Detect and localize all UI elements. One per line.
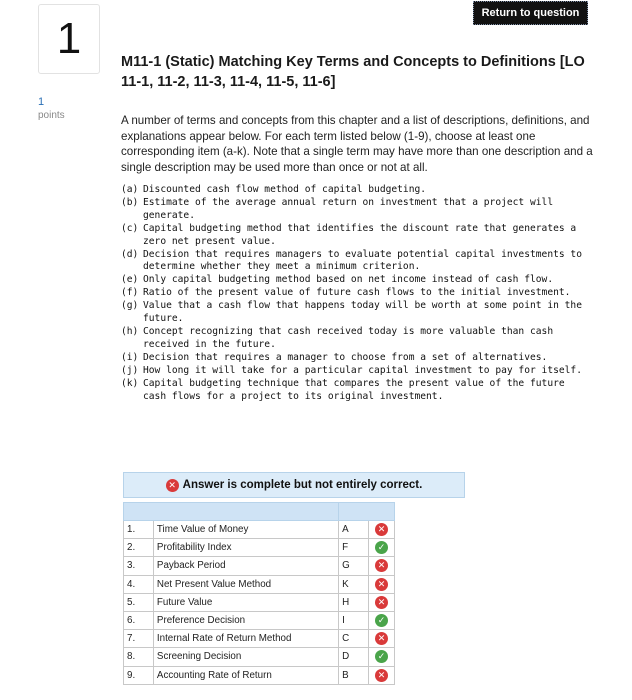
row-number: 9. — [124, 666, 154, 684]
answer-input[interactable]: H — [339, 593, 369, 611]
description-key: (h) — [121, 325, 139, 337]
term-cell: Future Value — [153, 593, 338, 611]
table-row — [124, 630, 395, 648]
x-circle-icon: ✕ — [375, 669, 388, 682]
term-cell: Preference Decision — [153, 611, 338, 629]
question-number: 1 — [56, 14, 82, 63]
answer-input[interactable]: B — [339, 666, 369, 684]
row-number: 7. — [124, 630, 154, 648]
points-label: points — [38, 110, 65, 121]
description-item — [121, 274, 591, 287]
description-key: (k) — [121, 377, 139, 389]
description-key: (i) — [121, 351, 139, 363]
description-key: (e) — [121, 274, 139, 286]
description-text: Ratio of the present value of future cash flows to the initial investment. — [143, 287, 571, 299]
description-key: (c) — [121, 222, 139, 234]
description-key: (f) — [121, 287, 139, 299]
x-circle-icon: ✕ — [375, 632, 388, 645]
table-header-terms — [124, 503, 339, 521]
description-item — [121, 184, 591, 197]
points-indicator — [38, 96, 98, 121]
description-item — [121, 378, 591, 404]
table-header-row — [124, 503, 395, 521]
description-key: (d) — [121, 248, 139, 260]
result-mark-cell — [369, 557, 395, 575]
table-row — [124, 539, 395, 557]
row-number: 6. — [124, 611, 154, 629]
description-key: (j) — [121, 364, 139, 376]
answer-input[interactable]: A — [339, 521, 369, 539]
result-mark-cell — [369, 539, 395, 557]
description-item — [121, 300, 591, 326]
check-circle-icon: ✓ — [375, 650, 388, 663]
description-item — [121, 352, 591, 365]
term-cell: Net Present Value Method — [153, 575, 338, 593]
banner-text: Answer is complete but not entirely correct. — [182, 479, 423, 491]
answer-input[interactable]: G — [339, 557, 369, 575]
check-circle-icon: ✓ — [375, 614, 388, 627]
result-mark-cell — [369, 521, 395, 539]
description-item — [121, 249, 591, 275]
description-text: Only capital budgeting method based on net income instead of cash flow. — [143, 274, 554, 286]
term-cell: Profitability Index — [153, 539, 338, 557]
description-text: Concept recognizing that cash received today is more valuable than cash received in the future. — [143, 325, 554, 350]
result-mark-cell — [369, 666, 395, 684]
description-key: (a) — [121, 184, 139, 195]
description-key: (b) — [121, 196, 139, 208]
answer-input[interactable]: K — [339, 575, 369, 593]
row-number: 2. — [124, 539, 154, 557]
description-text: Discounted cash flow method of capital budgeting. — [143, 184, 427, 195]
table-row — [124, 593, 395, 611]
result-mark-cell — [369, 630, 395, 648]
table-row — [124, 611, 395, 629]
description-text: Capital budgeting method that identifies the discount rate that generates a zero net present value. — [143, 222, 577, 247]
description-item — [121, 287, 591, 300]
question-number-box — [38, 4, 100, 74]
result-mark-cell — [369, 593, 395, 611]
row-number: 8. — [124, 648, 154, 666]
table-row — [124, 648, 395, 666]
x-circle-icon: ✕ — [375, 523, 388, 536]
answer-status-banner — [123, 472, 465, 498]
table-row — [124, 575, 395, 593]
result-mark-cell — [369, 648, 395, 666]
table-row — [124, 557, 395, 575]
question-intro: A number of terms and concepts from this chapter and a list of descriptions, definitions, and explanations appear below. For each term listed below (1-9), choose at least one corresponding item (a-k). Note that a single term may have more than one description and a single description may be used more than once or not at all. — [121, 114, 593, 174]
description-text: Capital budgeting technique that compares the present value of the future cash flows for a project to its original investment. — [143, 377, 565, 402]
x-circle-icon: ✕ — [375, 578, 388, 591]
table-header-answers — [339, 503, 395, 521]
description-text: How long it will take for a particular capital investment to pay for itself. — [143, 364, 582, 376]
table-row — [124, 521, 395, 539]
row-number: 3. — [124, 557, 154, 575]
term-cell: Accounting Rate of Return — [153, 666, 338, 684]
description-item — [121, 326, 591, 352]
description-text: Decision that requires a manager to choose from a set of alternatives. — [143, 351, 548, 363]
row-number: 1. — [124, 521, 154, 539]
answer-input[interactable]: D — [339, 648, 369, 666]
row-number: 5. — [124, 593, 154, 611]
x-circle-icon: ✕ — [166, 479, 179, 492]
table-row — [124, 666, 395, 684]
points-value: 1 — [38, 96, 45, 108]
descriptions-list — [121, 184, 591, 403]
description-item — [121, 223, 591, 249]
answer-input[interactable]: F — [339, 539, 369, 557]
description-text: Value that a cash flow that happens today will be worth at some point in the future. — [143, 300, 582, 325]
description-item — [121, 365, 591, 378]
description-text: Decision that requires managers to evaluate potential capital investments to determine whether they meet a minimum criterion. — [143, 248, 582, 273]
check-circle-icon: ✓ — [375, 541, 388, 554]
description-text: Estimate of the average annual return on investment that a project will generate. — [143, 196, 554, 221]
answers-table — [123, 502, 395, 685]
term-cell: Screening Decision — [153, 648, 338, 666]
description-item — [121, 197, 591, 223]
return-to-question-button[interactable]: Return to question — [473, 1, 588, 25]
result-mark-cell — [369, 611, 395, 629]
row-number: 4. — [124, 575, 154, 593]
answer-input[interactable]: C — [339, 630, 369, 648]
question-title: M11-1 (Static) Matching Key Terms and Concepts to Definitions [LO 11-1, 11-2, 11-3, 11-4, 11-5, 11-6] — [121, 54, 585, 90]
term-cell: Internal Rate of Return Method — [153, 630, 338, 648]
x-circle-icon: ✕ — [375, 596, 388, 609]
x-circle-icon: ✕ — [375, 559, 388, 572]
description-key: (g) — [121, 300, 139, 312]
term-cell: Time Value of Money — [153, 521, 338, 539]
result-mark-cell — [369, 575, 395, 593]
term-cell: Payback Period — [153, 557, 338, 575]
answer-input[interactable]: I — [339, 611, 369, 629]
